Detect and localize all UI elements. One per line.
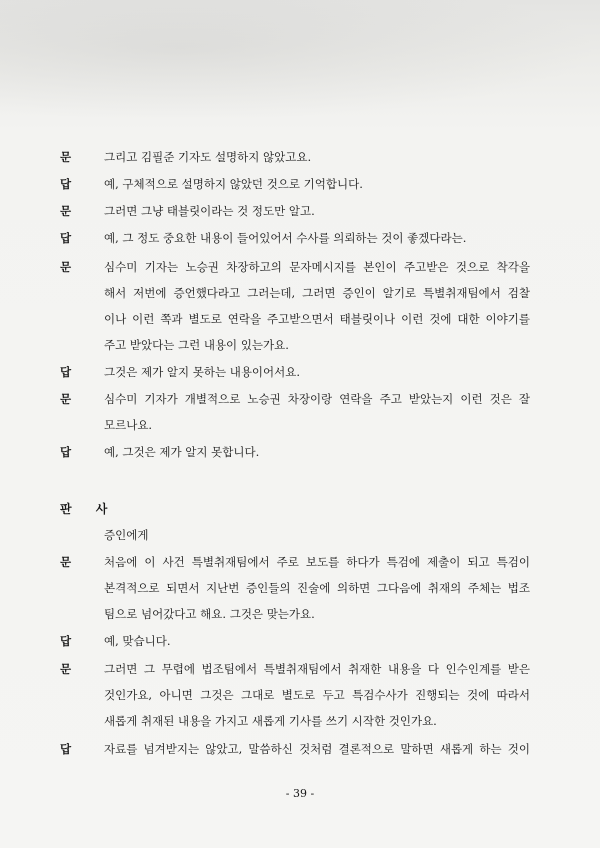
answer-text: 예, 그 정도 중요한 내용이 들어있어서 수사를 의뢰하는 것이 좋겠다라는. [104, 231, 467, 245]
answer-marker: 답 [60, 742, 72, 756]
answer-marker: 답 [60, 634, 72, 648]
question-text-line: 심수미 기자가 개별적으로 노승권 차장이랑 연락을 주고 받았는지 이런 것은 잘 [104, 392, 530, 406]
question-text-line: 팀으로 넘어갔다고 해요. 그것은 맞는가요. [104, 607, 315, 621]
question-marker: 문 [60, 555, 72, 569]
answer-text: 예, 구체적으로 설명하지 않았던 것으로 기억합니다. [104, 177, 363, 191]
question-marker: 문 [60, 204, 72, 218]
scan-shading [0, 0, 600, 120]
question-text-line: 심수미 기자는 노승권 차장하고의 문자메시지를 본인이 주고받은 것으로 착각을 [104, 260, 530, 274]
answer-marker: 답 [60, 445, 72, 459]
answer-text: 예, 맞습니다. [104, 634, 171, 648]
section-subtitle: 증인에게 [104, 528, 149, 542]
answer-text: 예, 그것은 제가 알지 못합니다. [104, 445, 260, 459]
question-text-line: 해서 저번에 증언했다라고 그러는데, 그러면 증인이 알기로 특별취재팀에서 검찰 [104, 286, 530, 300]
question-marker: 문 [60, 150, 72, 164]
question-text-line: 처음에 이 사건 특별취재팀에서 주로 보도를 하다가 특검에 제출이 되고 특검이 [104, 555, 530, 569]
answer-marker: 답 [60, 177, 72, 191]
question-text-line: 것인가요, 아니면 그것은 그대로 별도로 두고 특검수사가 진행되는 것에 따라서 [104, 688, 530, 702]
question-text-line: 새롭게 취재된 내용을 가지고 새롭게 기사를 쓰기 시작한 것인가요. [104, 714, 437, 728]
question-text-line: 본격적으로 되면서 지난번 증인들의 진술에 의하면 그다음에 취재의 주체는 법조 [104, 581, 530, 595]
question-text-line: 주고 받았다는 그런 내용이 있는가요. [104, 338, 289, 352]
question-marker: 문 [60, 662, 72, 676]
answer-marker: 답 [60, 231, 72, 245]
answer-marker: 답 [60, 365, 72, 379]
question-text-line: 이나 이런 쪽과 별도로 연락을 주고받으면서 태블릿이나 이런 것에 대한 이야기를 [104, 312, 530, 326]
page-number: - 39 - [285, 787, 315, 800]
question-text: 그러면 그냥 태블릿이라는 것 정도만 알고. [104, 204, 315, 218]
question-text-line: 그러면 그 무렵에 법조팀에서 특별취재팀에서 취재한 내용을 다 인수인계를 받은 [104, 662, 530, 676]
question-marker: 문 [60, 392, 72, 406]
question-text-line: 모르나요. [104, 418, 153, 432]
section-title: 판 사 [60, 502, 118, 516]
answer-text: 그것은 제가 알지 못하는 내용이어서요. [104, 365, 301, 379]
question-text: 그리고 김필준 기자도 설명하지 않았고요. [104, 150, 312, 164]
answer-text-line: 자료를 넘겨받지는 않았고, 말씀하신 것처럼 결론적으로 말하면 새롭게 하는 것이 [104, 742, 530, 756]
question-marker: 문 [60, 260, 72, 274]
